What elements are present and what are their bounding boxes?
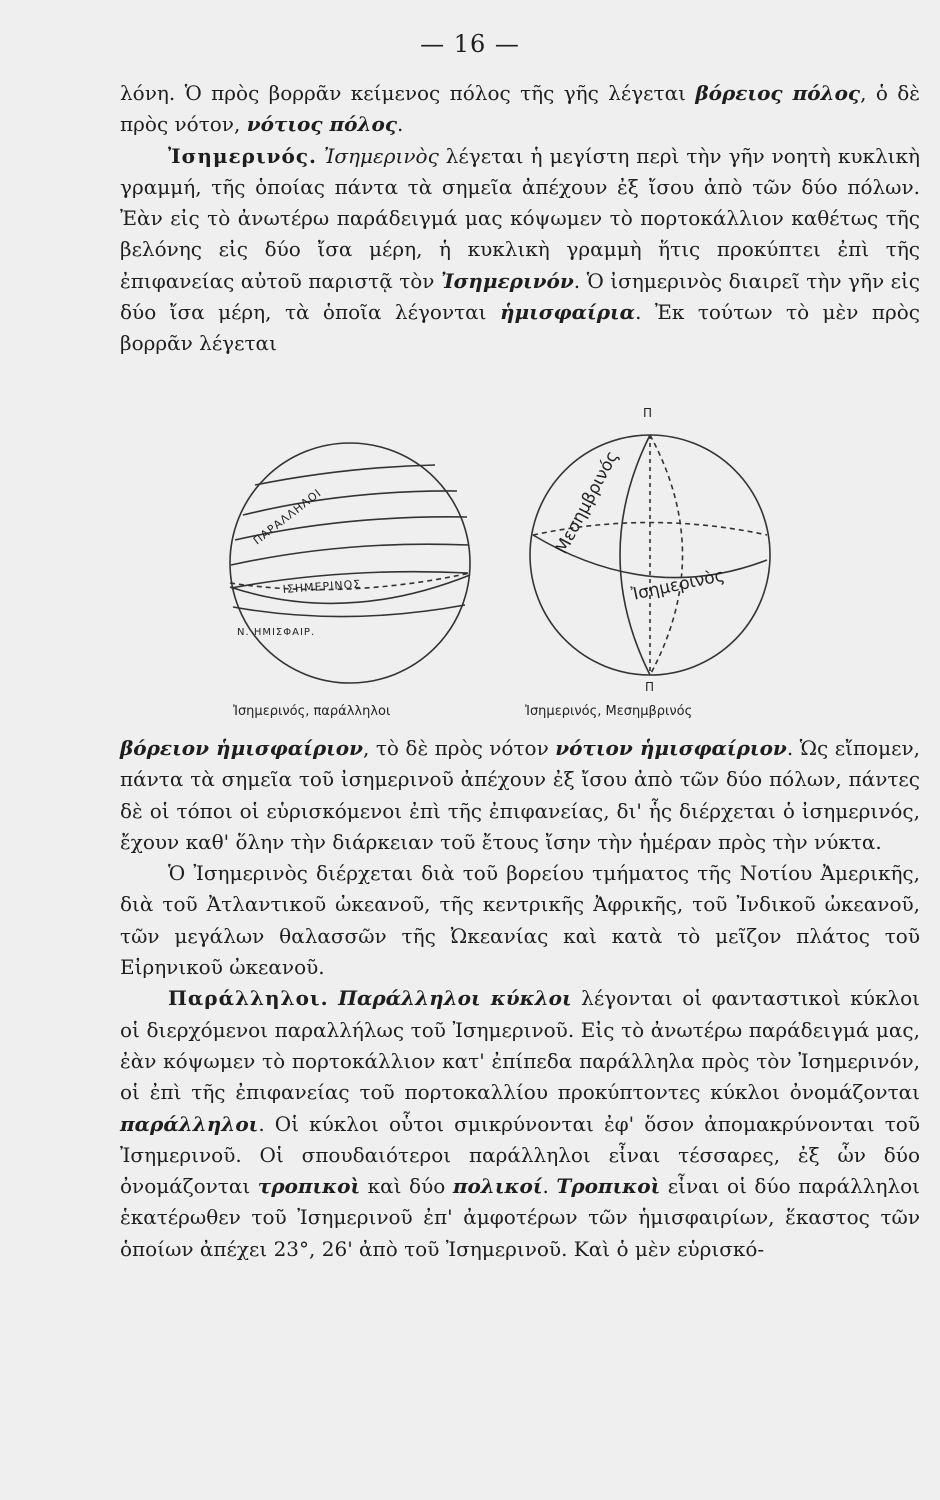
parallel-line — [231, 544, 469, 565]
term-polar: πολικοί — [452, 1174, 543, 1199]
meridian-front-line — [620, 435, 650, 675]
lead-term-parallel-circles: Παράλληλοι κύκλοι — [338, 986, 572, 1011]
label-south-hemisphere: Ν. ΗΜΙΣΦΑΙΡ. — [237, 627, 316, 638]
text-span: . Οἱ κύκλοι οὗτοι σμικρύνονται ἐφ' ὅσον ἀπομακρύνονται τοῦ Ἰσημερινοῦ. Οἱ σπουδαιότεροι παράλληλοι εἶναι τέσσαρες, ἐξ ὧν δύο ὀνομάζονται — [120, 1111, 920, 1199]
text-span: λέγονται οἱ φανταστικοὶ κύκλοι οἱ διερχόμενοι παραλλήλως τοῦ Ἰσημερινοῦ. Εἰς τὸ ἀνωτέρω παράδειγμά μας, ἐὰν κόψωμεν τὸ πορτοκάλλιον κατ' ἐπίπεδα παράλληλα πρὸς τὸν Ἰσημερινόν, οἱ ἐπὶ τῆς ἐπιφανείας τοῦ πορτοκαλλίου προκύπτοντες κύκλοι ὀνομάζονται — [120, 986, 921, 1105]
caption-right-globe: Ἰσημερινός, Μεσημβρινός — [525, 704, 693, 719]
parallel-line — [243, 491, 457, 515]
parallel-line — [255, 465, 435, 485]
caption-left-globe: Ἰσημερινός, παράλληλοι — [233, 704, 391, 719]
bottom-text-block — [120, 733, 920, 1265]
left-globe-outline — [230, 443, 470, 683]
term-hemispheres: ἡμισφαίρια — [499, 300, 636, 325]
globe-figure — [195, 395, 815, 730]
label-equator-right: Ἰσημερινὸς — [629, 565, 727, 605]
paragraph-hemispheres — [120, 733, 920, 858]
label-parallels: ΠΑΡΑΛΛΗΛΟΙ — [250, 486, 325, 548]
text-span: λέγεται ἡ μεγίστη περὶ τὴν γῆν νοητὴ κυκλικὴ γραμμή, τῆς ὁποίας πάντα τὰ σημεῖα ἀπέχουν ἐξ ἴσου ἀπὸ τῶν δύο πόλων. Ἐὰν εἰς τὸ ἀνωτέρω παράδειγμά μας κόψωμεν τὸ πορτοκάλλιον καθέτως τῆς βελόνης εἰς δύο ἴσα μέρη, ἡ κυκλικὴ γραμμὴ ἥτις προκύπτει ἐπὶ τῆς ἐπιφανείας αὐτοῦ παριστᾷ τὸν — [120, 143, 921, 293]
label-north-pole: Π — [643, 406, 653, 420]
term-equator: Ἰσημερινόν — [440, 268, 574, 293]
text-span: . — [397, 112, 404, 137]
top-text-block — [120, 78, 920, 360]
text-span: καὶ δύο — [360, 1174, 453, 1199]
term-north-pole: βόρειος πόλος — [695, 81, 861, 105]
text-span: . Ὁ ἰσημερινὸς διαιρεῖ τὴν γῆν εἰς δύο ἴσα μέρη, τὰ ὁποῖα λέγονται — [120, 268, 921, 325]
term-south-pole: νότιος πόλος — [246, 112, 398, 137]
term-tropics: τροπικοὶ — [257, 1174, 361, 1199]
term-southern-hemisphere: νότιον ἡμισφαίριον — [555, 736, 787, 760]
text-span: . — [542, 1174, 557, 1199]
label-equator-left: ΙΣΗΜΕΡΙΝΟΣ — [282, 577, 362, 596]
text-span: εἶναι οἱ δύο παράλληλοι ἑκατέρωθεν τοῦ Ἰσημερινοῦ ἐπ' ἀμφοτέρων τῶν ἡμισφαιρίων, ἕκαστος τῶν ὁποίων ἀπέχει 23°, 26' ἀπὸ τοῦ Ἰσημερινοῦ. Καὶ ὁ μὲν εὑρισκό- — [120, 1174, 921, 1261]
paragraph-equator-route: Ὁ Ἰσημερινὸς διέρχεται διὰ τοῦ βορείου τμήματος τῆς Νοτίου Ἀμερικῆς, διὰ τοῦ Ἀτλαντικοῦ ὠκεανοῦ, τῆς κεντρικῆς Ἀφρικῆς, τοῦ Ἰνδικοῦ ὠκεανοῦ, τῶν μεγάλων θαλασσῶν τῆς Ὠκεανίας καὶ κατὰ τὸ μεῖζον πλάτος τοῦ Εἰρηνικοῦ ὠκεανοῦ. — [120, 861, 920, 980]
paragraph-equator — [120, 141, 920, 360]
text-span: λόνη. Ὁ πρὸς βορρᾶν κείμενος πόλος τῆς γῆς λέγεται — [120, 81, 696, 105]
meridian-back-line — [650, 435, 683, 675]
left-globe — [230, 443, 470, 683]
parallel-line — [233, 605, 465, 617]
term-parallels: παράλληλοι — [120, 1111, 259, 1136]
section-heading-equator: Ἰσημερινός. — [168, 143, 317, 168]
text-span: , ὁ δὲ πρὸς νότον, — [120, 81, 920, 137]
paragraph-parallels — [120, 983, 920, 1265]
text-span: . Ἐκ τούτων τὸ μὲν πρὸς βορρᾶν λέγεται — [120, 300, 921, 356]
globe-illustration — [195, 395, 815, 730]
lead-term-equator: Ἰσημερινὸς — [323, 143, 439, 168]
term-northern-hemisphere: βόρειον ἡμισφαίριον — [120, 736, 364, 760]
text-span: . Ὡς εἴπομεν, πάντα τὰ σημεῖα τοῦ ἰσημερινοῦ ἀπέχουν ἐξ ἴσου ἀπὸ τῶν δύο πόλων, πάντες δὲ οἱ τόποι οἱ εὑρισκόμενοι ἐπὶ τῆς ἐπιφανείας, δι' ἧς διέρχεται ὁ ἰσημερινός, ἔχουν καθ' ὅλην τὴν διάρκειαν τοῦ ἔτους ἴσην τὴν ἡμέραν πρὸς τὴν νύκτα. — [120, 736, 920, 854]
term-tropics-definition: Τροπικοὶ — [556, 1174, 661, 1199]
text-span: , τὸ δὲ πρὸς νότον — [363, 736, 556, 760]
page-number: — 16 — — [420, 30, 520, 58]
paragraph-poles — [120, 78, 920, 141]
section-heading-parallels: Παράλληλοι. — [168, 986, 329, 1011]
label-south-pole: Π — [645, 680, 655, 694]
label-meridian: Μεσημβρινός — [551, 447, 623, 558]
